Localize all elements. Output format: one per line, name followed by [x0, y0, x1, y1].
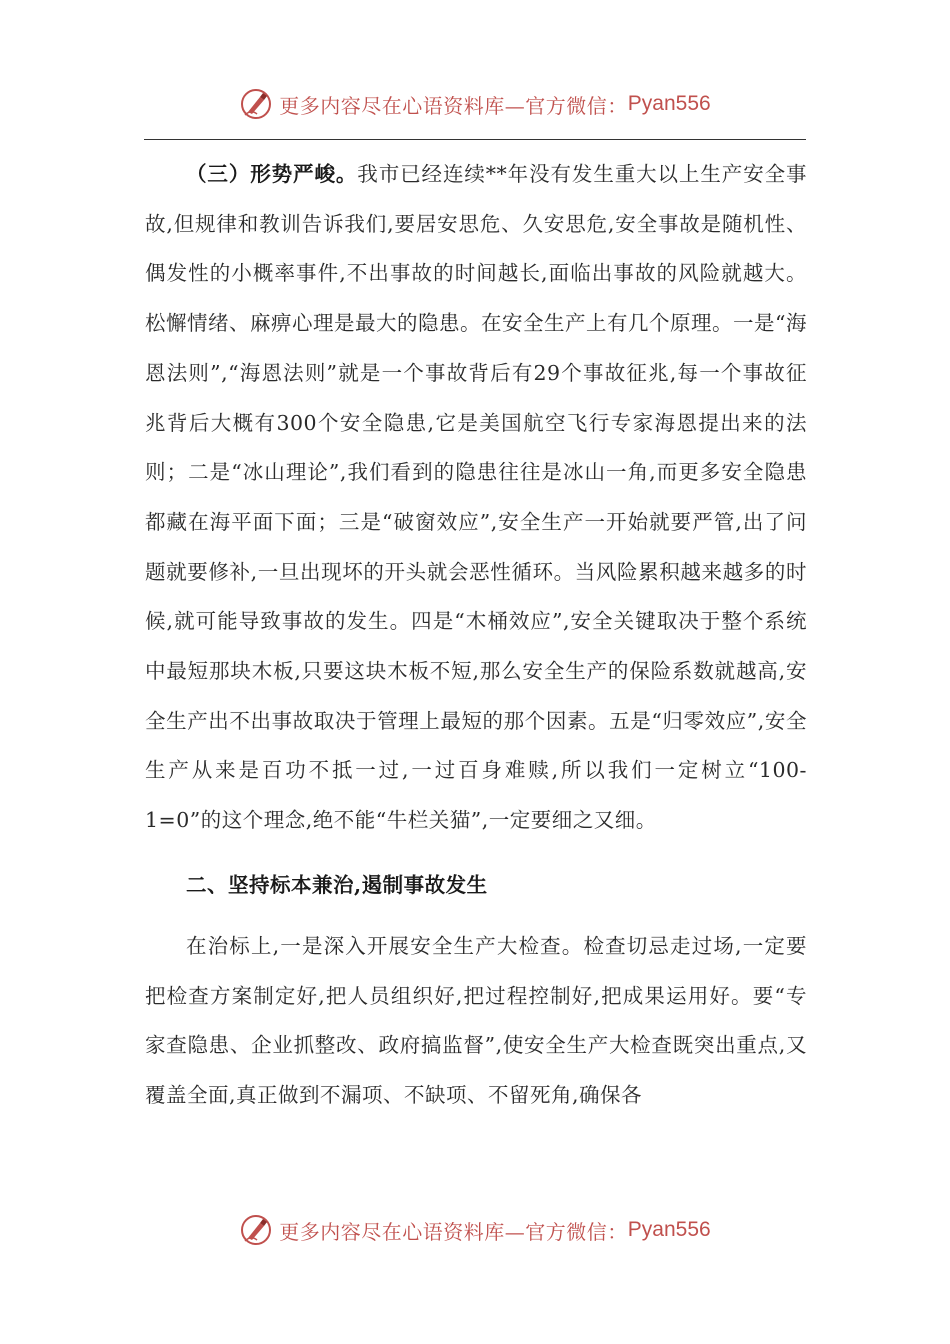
footer-wechat-id: Pyan556: [627, 1218, 711, 1241]
header-banner-text: 更多内容尽在心语资料库—官方微信：: [279, 93, 628, 118]
footer-banner: [0, 1210, 950, 1250]
document-body: [145, 150, 807, 1121]
header-divider: [144, 139, 806, 140]
paragraph-lead-heading: （三）形势严峻。: [186, 162, 358, 186]
pen-nib-logo-icon: [239, 1213, 273, 1247]
footer-banner-text: 更多内容尽在心语资料库—官方微信：: [279, 1219, 628, 1244]
section-heading: 二、坚持标本兼治,遏制事故发生: [186, 872, 488, 897]
header-banner: [0, 84, 950, 124]
pen-nib-logo-icon: [239, 87, 273, 121]
header-wechat-id: Pyan556: [627, 92, 711, 115]
paragraph-text: 我市已经连续**年没有发生重大以上生产安全事故,但规律和教训告诉我们,要居安思危、久安思危,安全事故是随机性、偶发性的小概率事件,不出事故的时间越长,面临出事故的风险就越大。松懈情绪、麻痹心理是最大的隐患。在安全生产上有几个原理。一是“海恩法则”,“海恩法则”就是一个事故背后有29个事故征兆,每一个事故征兆背后大概有300个安全隐患,它是美国航空飞行专家海恩提出来的法则；二是“冰山理论”,我们看到的隐患往往是冰山一角,而更多安全隐患都藏在海平面下面；三是“破窗效应”,安全生产一开始就要严管,出了问题就要修补,一旦出现坏的开头就会恶性循环。当风险累积越来越多的时候,就可能导致事故的发生。四是“木桶效应”,安全关键取决于整个系统中最短那块木板,只要这块木板不短,那么安全生产的保险系数就越高,安全生产出不出事故取决于管理上最短的那个因素。五是“归零效应”,安全生产从来是百功不抵一过,一过百身难赎,所以我们一定树立“100-1=0”的这个理念,绝不能“牛栏关猫”,一定要细之又细。: [145, 162, 808, 833]
paragraph-situation-severe: [145, 150, 807, 846]
paragraph-treat-symptoms: 在治标上,一是深入开展安全生产大检查。检查切忌走过场,一定要把检查方案制定好,把人员组织好,把过程控制好,把成果运用好。要“专家查隐患、企业抓整改、政府搞监督”,使安全生产大检查既突出重点,又覆盖全面,真正做到不漏项、不缺项、不留死角,确保各: [145, 933, 807, 1107]
